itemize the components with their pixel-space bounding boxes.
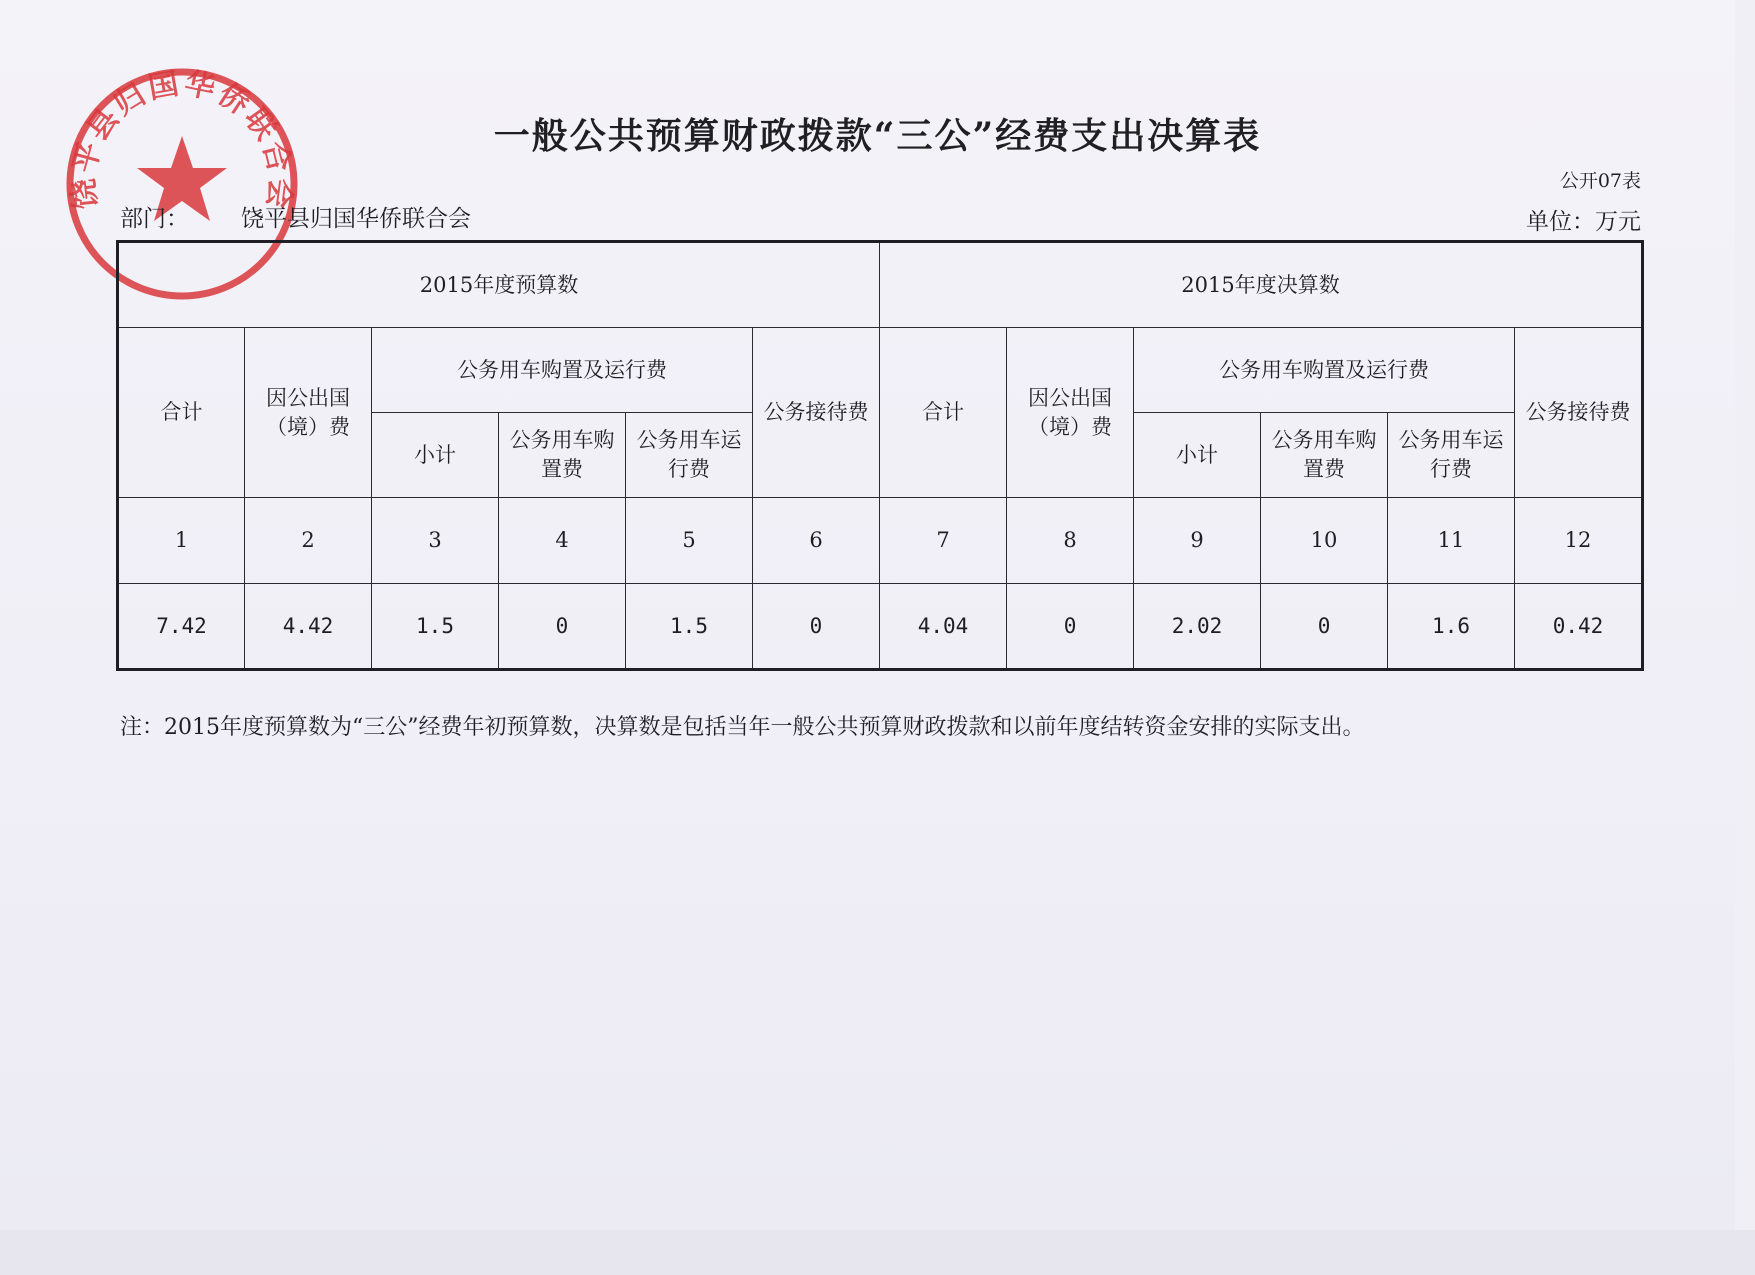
unit-label: 单位：万元 xyxy=(1526,209,1641,235)
index-cell: 1 xyxy=(118,498,245,584)
form-code: 公开07表 xyxy=(1559,170,1641,192)
final-vehicle-header: 公务用车购置及运行费 xyxy=(1134,328,1515,413)
budget-subtotal-header: 小计 xyxy=(372,413,499,498)
index-cell: 7 xyxy=(880,498,1007,584)
budget-reception-header: 公务接待费 xyxy=(753,328,880,498)
value-row xyxy=(118,584,1643,670)
index-cell: 11 xyxy=(1388,498,1515,584)
budget-vehicle-header: 公务用车购置及运行费 xyxy=(372,328,753,413)
final-group-header: 2015年度决算数 xyxy=(880,242,1643,328)
index-cell: 6 xyxy=(753,498,880,584)
value-cell: 1.5 xyxy=(626,584,753,670)
svg-text:饶平县归国华侨联合会: 饶平县归国华侨联合会 xyxy=(65,65,299,214)
group-header-row xyxy=(118,242,1643,328)
final-operation-header: 公务用车运行费 xyxy=(1388,413,1515,498)
footnote: 注：2015年度预算数为“三公”经费年初预算数，决算数是包括当年一般公共预算财政拨款和以前年度结转资金安排的实际支出。 xyxy=(120,715,1365,740)
index-cell: 5 xyxy=(626,498,753,584)
index-cell: 2 xyxy=(245,498,372,584)
index-cell: 3 xyxy=(372,498,499,584)
budget-total-header: 合计 xyxy=(118,328,245,498)
value-cell: 7.42 xyxy=(118,584,245,670)
department-name: 饶平县归国华侨联合会 xyxy=(241,206,471,232)
index-cell: 12 xyxy=(1515,498,1643,584)
department-label: 部门： xyxy=(120,206,189,232)
value-cell: 0 xyxy=(753,584,880,670)
value-cell: 0.42 xyxy=(1515,584,1643,670)
budget-group-header: 2015年度预算数 xyxy=(118,242,880,328)
scan-edge xyxy=(0,1230,1755,1275)
value-cell: 0 xyxy=(499,584,626,670)
value-cell: 0 xyxy=(1007,584,1134,670)
final-subtotal-header: 小计 xyxy=(1134,413,1261,498)
final-total-header: 合计 xyxy=(880,328,1007,498)
index-cell: 8 xyxy=(1007,498,1134,584)
budget-purchase-header: 公务用车购置费 xyxy=(499,413,626,498)
page-title: 一般公共预算财政拨款“三公”经费支出决算表 xyxy=(493,115,1262,157)
column-header-row xyxy=(118,328,1643,413)
index-cell: 9 xyxy=(1134,498,1261,584)
value-cell: 2.02 xyxy=(1134,584,1261,670)
value-cell: 1.5 xyxy=(372,584,499,670)
index-row xyxy=(118,498,1643,584)
final-reception-header: 公务接待费 xyxy=(1515,328,1643,498)
value-cell: 4.42 xyxy=(245,584,372,670)
value-cell: 0 xyxy=(1261,584,1388,670)
index-cell: 4 xyxy=(499,498,626,584)
budget-abroad-header: 因公出国（境）费 xyxy=(245,328,372,498)
value-cell: 1.6 xyxy=(1388,584,1515,670)
expense-table xyxy=(116,240,1644,671)
index-cell: 10 xyxy=(1261,498,1388,584)
budget-operation-header: 公务用车运行费 xyxy=(626,413,753,498)
final-abroad-header: 因公出国（境）费 xyxy=(1007,328,1134,498)
value-cell: 4.04 xyxy=(880,584,1007,670)
department-line xyxy=(120,200,471,233)
final-purchase-header: 公务用车购置费 xyxy=(1261,413,1388,498)
